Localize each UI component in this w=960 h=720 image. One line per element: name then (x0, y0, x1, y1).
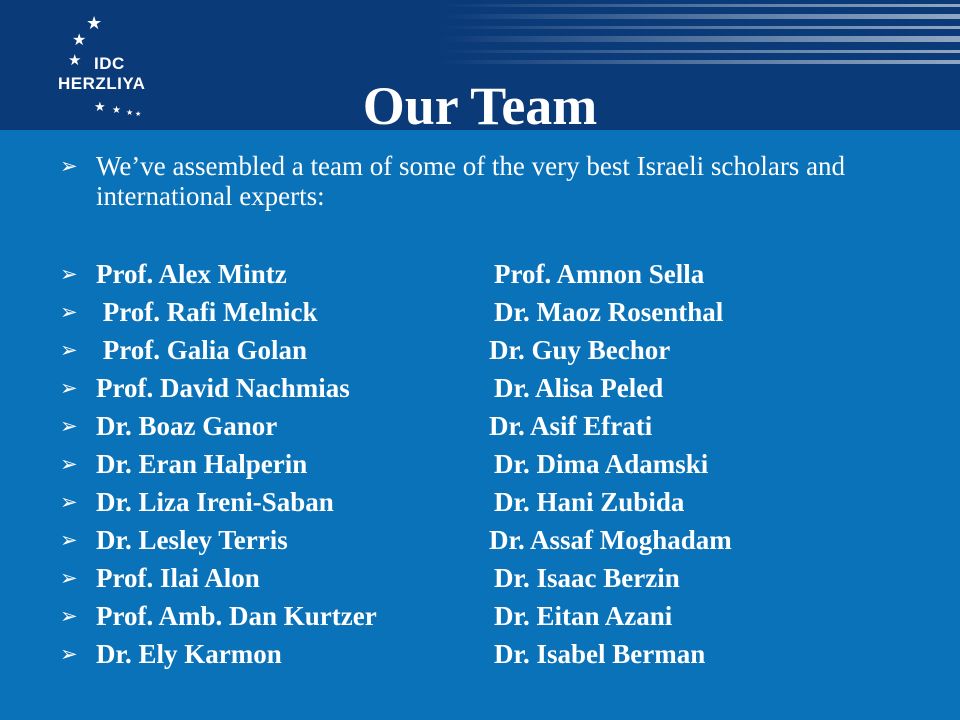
bullet-arrow-icon: ➢ (60, 154, 78, 178)
team-member-left: Prof. Galia Golan (96, 335, 308, 365)
team-member-left: Prof. Alex Mintz (96, 259, 287, 289)
team-member-left: Dr. Liza Ireni-Saban (96, 487, 334, 517)
star-icon: ★ (72, 32, 87, 49)
team-member-right: Dr. Isabel Berman (494, 639, 706, 669)
team-row (60, 598, 920, 634)
bullet-arrow-icon: ➢ (60, 604, 78, 628)
team-member-left: Prof. Ilai Alon (96, 563, 260, 593)
team-member-left: Dr. Ely Karmon (96, 639, 282, 669)
team-member-right: Dr. Alisa Peled (494, 373, 664, 403)
team-row (60, 636, 920, 672)
team-member-right: Dr. Maoz Rosenthal (494, 297, 724, 327)
team-row (60, 408, 920, 444)
team-member-left: Prof. Rafi Melnick (96, 297, 318, 327)
page-title: Our Team (362, 76, 598, 136)
team-member-right: Prof. Amnon Sella (494, 259, 705, 289)
star-icon: ★ (126, 108, 134, 117)
team-member-right: Dr. Hani Zubida (494, 487, 685, 517)
bullet-arrow-icon: ➢ (60, 376, 78, 400)
team-row (60, 256, 920, 292)
star-icon: ★ (68, 53, 82, 69)
logo-line-1: IDC (94, 54, 125, 73)
team-member-left: Dr. Boaz Ganor (96, 411, 278, 441)
team-row (60, 522, 920, 558)
team-member-left: Prof. Amb. Dan Kurtzer (96, 601, 377, 631)
bullet-arrow-icon: ➢ (60, 566, 78, 590)
bullet-arrow-icon: ➢ (60, 414, 78, 438)
star-icon: ★ (135, 110, 142, 118)
team-member-right: Dr. Assaf Moghadam (489, 525, 732, 555)
team-row (60, 484, 920, 520)
team-row (60, 560, 920, 596)
team-row (60, 446, 920, 482)
team-row (60, 370, 920, 406)
team-member-right: Dr. Asif Efrati (489, 411, 653, 441)
logo-line-2: HERZLIYA (58, 74, 146, 93)
team-member-right: Dr. Dima Adamski (494, 449, 709, 479)
bullet-arrow-icon: ➢ (60, 490, 78, 514)
bullet-arrow-icon: ➢ (60, 300, 78, 324)
team-member-right: Dr. Isaac Berzin (494, 563, 680, 593)
bullet-arrow-icon: ➢ (60, 528, 78, 552)
team-member-right: Dr. Eitan Azani (494, 601, 673, 631)
intro-text: We’ve assembled a team of some of the very best Israeli scholars and international experts: (96, 151, 846, 211)
team-member-left: Dr. Eran Halperin (96, 449, 308, 479)
team-member-right: Dr. Guy Bechor (489, 335, 671, 365)
star-icon: ★ (86, 13, 103, 33)
bullet-arrow-icon: ➢ (60, 452, 78, 476)
star-icon: ★ (112, 105, 121, 116)
team-member-left: Dr. Lesley Terris (96, 525, 288, 555)
team-row (60, 332, 920, 368)
star-icon: ★ (94, 99, 106, 114)
team-row (60, 294, 920, 330)
team-member-left: Prof. David Nachmias (96, 373, 350, 403)
bullet-arrow-icon: ➢ (60, 642, 78, 666)
bullet-arrow-icon: ➢ (60, 262, 78, 286)
bullet-arrow-icon: ➢ (60, 338, 78, 362)
